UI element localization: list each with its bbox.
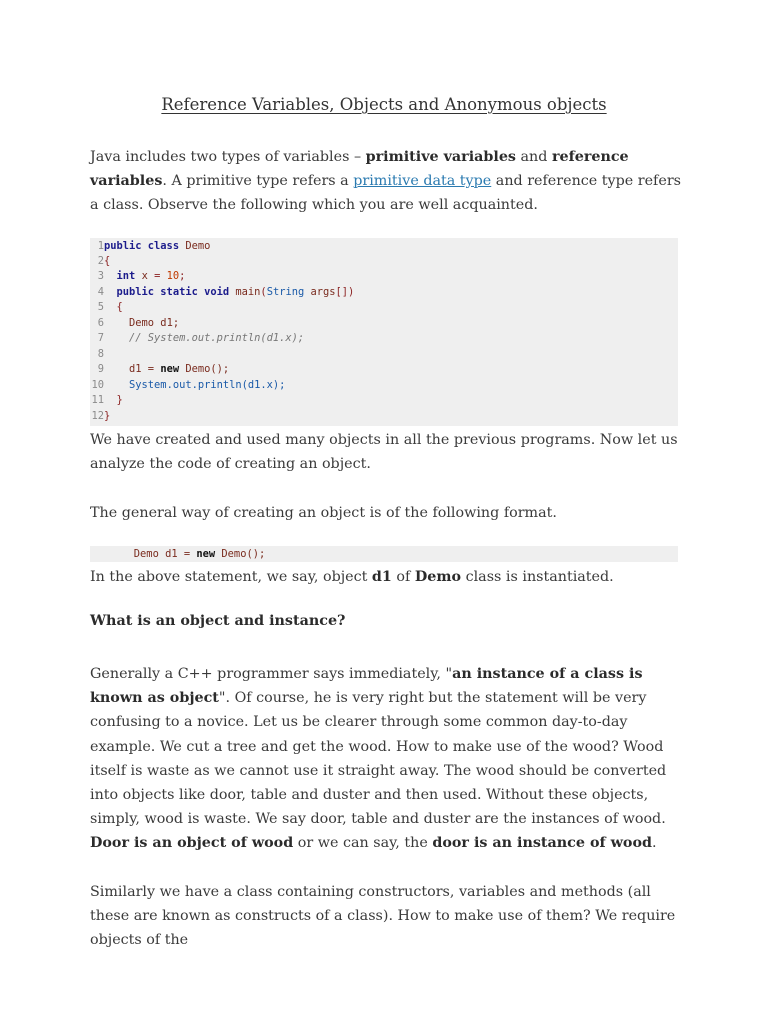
code-line-6: 6 Demo d1; [97, 317, 180, 329]
instantiated-paragraph: In the above statement, we say, object d1 of Demo class is instantiated. [90, 569, 614, 585]
code-line-4: 4 public static void main(String args[]) [97, 286, 355, 298]
page-title: Reference Variables, Objects and Anonymous objects [161, 95, 607, 114]
primitive-data-type-link[interactable]: primitive data type [353, 173, 492, 190]
code-line-11: 11 } [91, 394, 123, 406]
format-code-line: Demo d1 = new Demo(); [90, 546, 678, 562]
code-line-9: 9 d1 = new Demo(); [97, 363, 230, 375]
code-block [90, 238, 678, 426]
class-constructs-paragraph: Similarly we have a class containing constructors, variables and methods (all these are known as constructs of a class). How to make use of them? We require objects of the [90, 884, 676, 949]
code-line-1: 1public class Demo [97, 240, 211, 252]
section-heading: What is an object and instance? [90, 613, 346, 629]
intro-paragraph: Java includes two types of variables – primitive variables and reference variables. A primitive type refers a primitive data type and reference type refers a class. Observe the following which you are well acquainted. [90, 149, 681, 214]
code-line-3: 3 int x = 10; [97, 270, 186, 282]
general-format-paragraph: The general way of creating an object is of the following format. [90, 505, 557, 521]
object-instance-paragraph: Generally a C++ programmer says immediately, "an instance of a class is known as object". Of course, he is very right but the statement will be very confusing to a novice. Let us be clearer through some common day-to-day example. We cut a tree and get the wood. How to make use of the wood? Wood itself is waste as we cannot use it straight away. The wood should be converted into objects like door, table and duster and then used. Without these objects, simply, wood is waste. We say door, table and duster are the instances of wood. Door is an object of wood or we can say, the door is an instance of wood. [90, 666, 667, 852]
code-line-5: 5 { [97, 301, 123, 313]
code-line-8: 8 [97, 348, 104, 360]
code-line-2: 2{ [97, 255, 111, 267]
code-line-12: 12} [91, 410, 111, 422]
code-line-7: 7 // System.out.println(d1.x); [97, 332, 305, 344]
code-line-10: 10 System.out.println(d1.x); [91, 379, 286, 391]
creating-objects-paragraph: We have created and used many objects in all the previous programs. Now let us analyze the code of creating an object. [90, 432, 678, 473]
